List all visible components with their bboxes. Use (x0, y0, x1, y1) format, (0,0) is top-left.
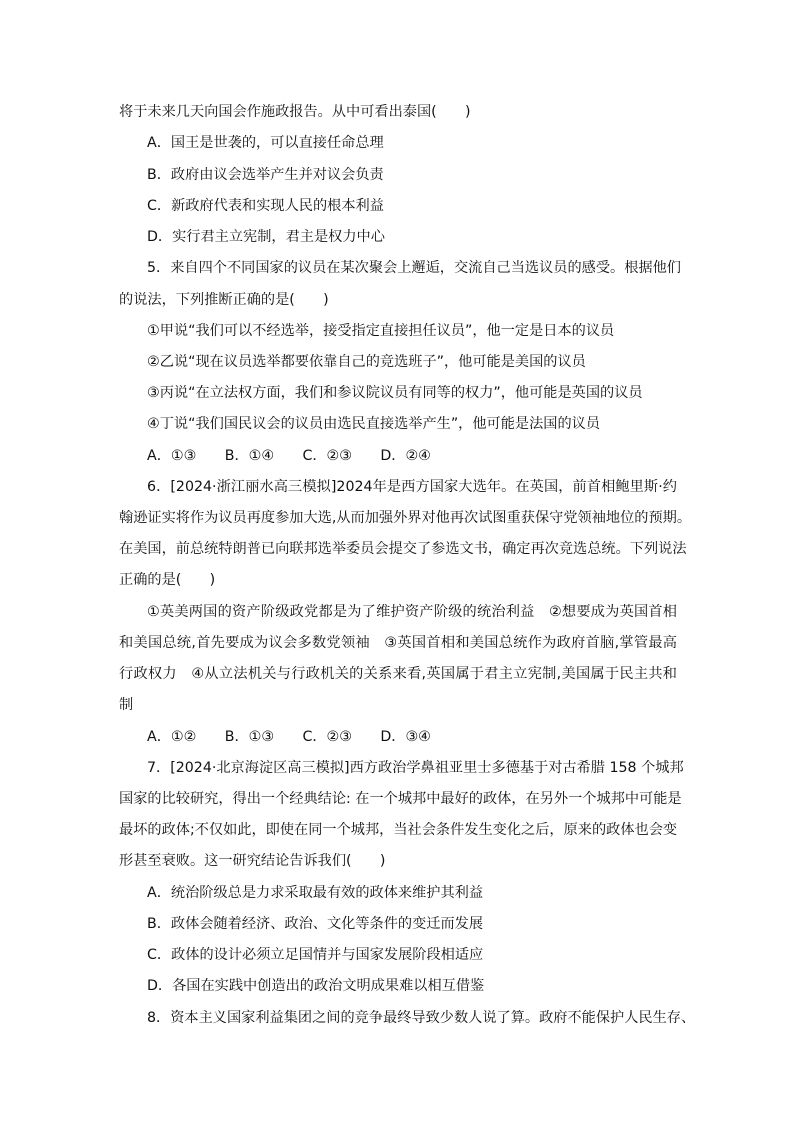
q4-option-b: B．政府由议会选举产生并对议会负责 (147, 167, 384, 183)
q6-statements-line4: 制 (119, 697, 134, 713)
q4-option-c: C．新政府代表和实现人民的根本利益 (147, 198, 384, 214)
q6-statements-line2: 和美国总统,首先要成为议会多数党领袖 ③英国首相和美国总统作为政府首脑,掌管最高 (119, 635, 677, 651)
q8-stem-line1: 8．资本主义国家利益集团之间的竞争最终导致少数人说了算。政府不能保护人民生存、 (147, 1010, 696, 1026)
q6-stem-line3: 在美国，前总统特朗普已向联邦选举委员会提交了参选文书，确定再次竞选总统。下列说法 (119, 541, 687, 557)
q7-option-c: C．政体的设计必须立足国情并与国家发展阶段相适应 (147, 947, 484, 963)
q5-stem-line1: 5．来自四个不同国家的议员在某次聚会上邂逅，交流自己当选议员的感受。根据他们 (147, 260, 681, 276)
q7-option-d: D．各国在实践中创造出的政治文明成果难以相互借鉴 (147, 978, 485, 994)
q6-stem-line4: 正确的是( ) (119, 572, 216, 588)
q5-statement-3: ③丙说“在立法权方面，我们和参议院议员有同等的权力”，他可能是英国的议员 (147, 385, 643, 401)
q6-statements-line1: ①英美两国的资产阶级政党都是为了维护资产阶级的统治利益 ②想要成为英国首相 (147, 604, 677, 620)
q4-option-d: D．实行君主立宪制，君主是权力中心 (147, 229, 385, 245)
q5-statement-1: ①甲说“我们可以不经选举，接受指定直接担任议员”，他一定是日本的议员 (147, 323, 615, 339)
q4-stem: 将于未来几天向国会作施政报告。从中可看出泰国( ) (119, 104, 471, 120)
q5-statement-4: ④丁说“我们国民议会的议员由选民直接选举产生”，他可能是法国的议员 (147, 416, 601, 432)
q5-statement-2: ②乙说“现在议员选举都要依靠自己的竞选班子”，他可能是美国的议员 (147, 354, 586, 370)
q5-options: A．①③ B．①④ C．②③ D．②④ (147, 448, 431, 464)
q7-stem-line4: 形甚至衰败。这一研究结论告诉我们( ) (119, 853, 386, 869)
q4-option-a: A．国王是世袭的，可以直接任命总理 (147, 135, 384, 151)
q7-option-a: A．统治阶级总是力求采取最有效的政体来维护其利益 (147, 885, 484, 901)
q7-stem-line3: 最坏的政体;不仅如此，即使在同一个城邦，当社会条件发生变化之后，原来的政体也会变 (119, 822, 678, 838)
q7-stem-line2: 国家的比较研究，得出一个经典结论: 在一个城邦中最好的政体，在另外一个城邦中可能是 (119, 791, 682, 807)
q6-statements-line3: 行政权力 ④从立法机关与行政机关的关系来看,英国属于君主立宪制,美国属于民主共和 (119, 666, 677, 682)
q7-stem-line1: 7．[2024·北京海淀区高三模拟]西方政治学鼻祖亚里士多德基于对古希腊 158 个城邦 (147, 760, 684, 776)
q5-stem-line2: 的说法，下列推断正确的是( ) (119, 292, 329, 308)
q6-stem-line2: 翰逊证实将作为议员再度参加大选,从而加强外界对他再次试图重获保守党领袖地位的预期。 (119, 510, 692, 526)
q6-options: A．①② B．①③ C．②③ D．③④ (147, 729, 431, 745)
q7-option-b: B．政体会随着经济、政治、文化等条件的变迁而发展 (147, 916, 484, 932)
q6-stem-line1: 6．[2024·浙江丽水高三模拟]2024年是西方国家大选年。在英国，前首相鲍里斯·约 (147, 479, 677, 495)
